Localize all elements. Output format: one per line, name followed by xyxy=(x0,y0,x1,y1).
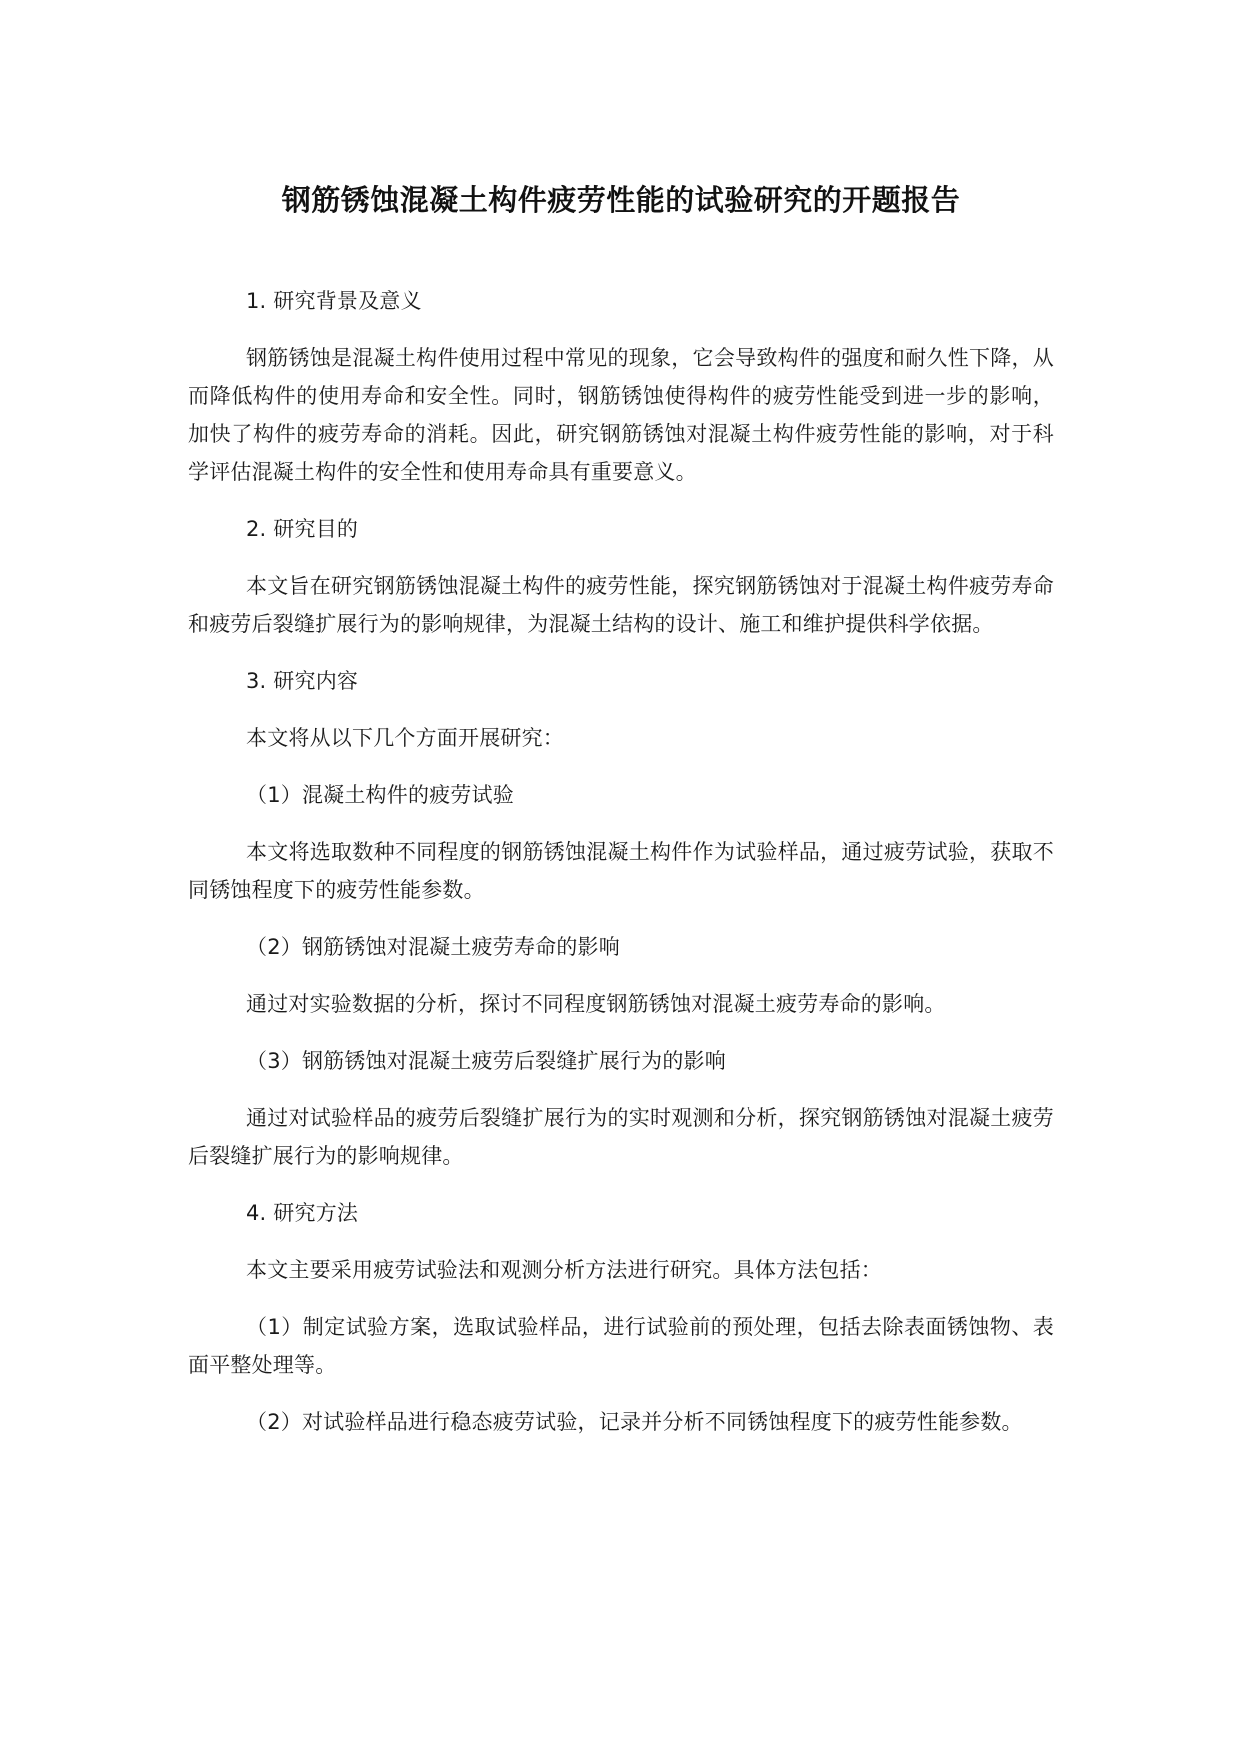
document-body xyxy=(188,282,1054,1460)
method-item-1: （1）制定试验方案，选取试验样品，进行试验前的预处理，包括去除表面锈蚀物、表面平整处理等。 xyxy=(188,1315,1054,1377)
paragraph-purpose: 本文旨在研究钢筋锈蚀混凝土构件的疲劳性能，探究钢筋锈蚀对于混凝土构件疲劳寿命和疲劳后裂缝扩展行为的影响规律，为混凝土结构的设计、施工和维护提供科学依据。 xyxy=(188,574,1054,636)
paragraph-content-1: 本文将选取数种不同程度的钢筋锈蚀混凝土构件作为试验样品，通过疲劳试验，获取不同锈蚀程度下的疲劳性能参数。 xyxy=(188,840,1054,902)
section-heading-background: 1. 研究背景及意义 xyxy=(246,289,422,313)
paragraph-background: 钢筋锈蚀是混凝土构件使用过程中常见的现象，它会导致构件的强度和耐久性下降，从而降低构件的使用寿命和安全性。同时，钢筋锈蚀使得构件的疲劳性能受到进一步的影响，加快了构件的疲劳寿命的消耗。因此，研究钢筋锈蚀对混凝土构件疲劳性能的影响，对于科学评估混凝土构件的安全性和使用寿命具有重要意义。 xyxy=(188,346,1054,484)
paragraph-content-3: 通过对试验样品的疲劳后裂缝扩展行为的实时观测和分析，探究钢筋锈蚀对混凝土疲劳后裂缝扩展行为的影响规律。 xyxy=(188,1106,1054,1168)
document-title: 钢筋锈蚀混凝土构件疲劳性能的试验研究的开题报告 xyxy=(281,183,961,217)
subheading-content-2: （2）钢筋锈蚀对混凝土疲劳寿命的影响 xyxy=(246,935,620,959)
paragraph-methods-intro: 本文主要采用疲劳试验法和观测分析方法进行研究。具体方法包括： xyxy=(246,1258,882,1282)
subheading-content-3: （3）钢筋锈蚀对混凝土疲劳后裂缝扩展行为的影响 xyxy=(246,1049,726,1073)
method-item-2: （2）对试验样品进行稳态疲劳试验，记录并分析不同锈蚀程度下的疲劳性能参数。 xyxy=(246,1410,1023,1434)
section-heading-purpose: 2. 研究目的 xyxy=(246,517,359,541)
paragraph-content-2: 通过对实验数据的分析，探讨不同程度钢筋锈蚀对混凝土疲劳寿命的影响。 xyxy=(246,992,946,1016)
section-heading-methods: 4. 研究方法 xyxy=(246,1201,359,1225)
paragraph-content-intro: 本文将从以下几个方面开展研究： xyxy=(246,726,564,750)
section-heading-content: 3. 研究内容 xyxy=(246,669,359,693)
subheading-content-1: （1）混凝土构件的疲劳试验 xyxy=(246,783,514,807)
